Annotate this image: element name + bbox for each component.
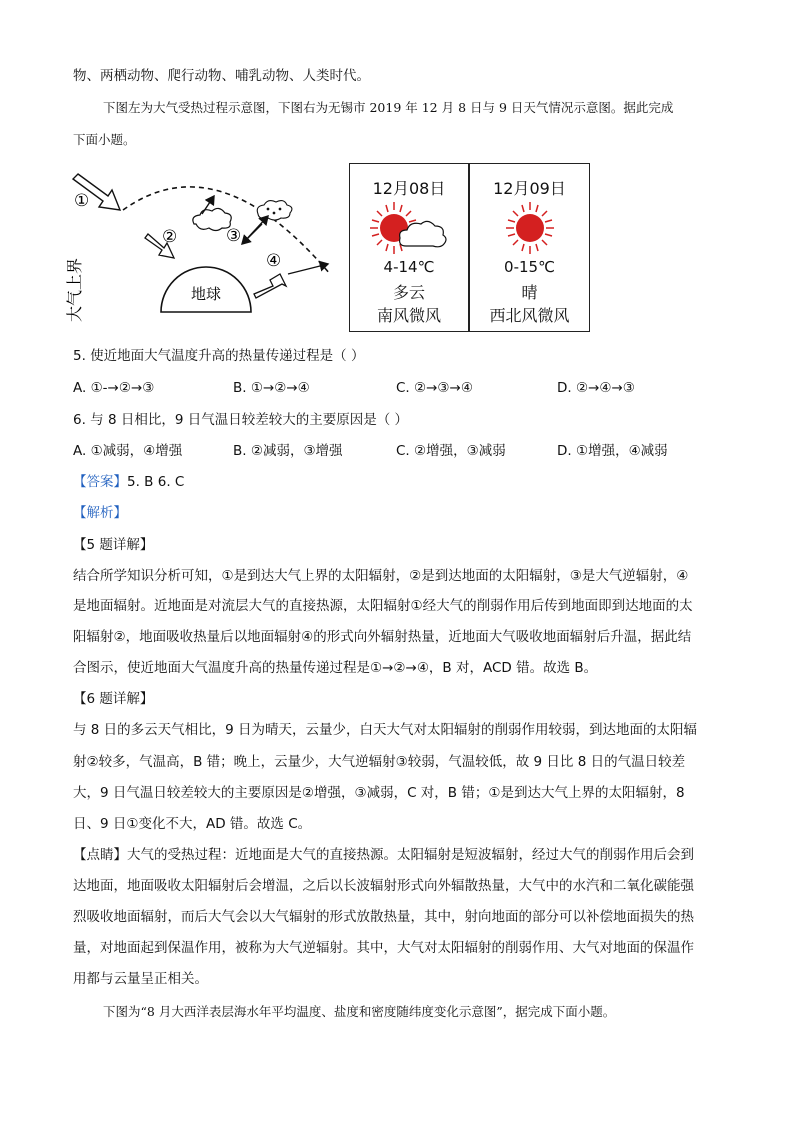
tip-tag: 【点睛】 <box>73 847 127 863</box>
answer-tag: 【答案】 <box>73 474 127 490</box>
q6-detail-heading: 【6 题详解】 <box>73 691 154 707</box>
weather-temp: 0-15℃ <box>504 258 555 276</box>
q6-option-d[interactable]: D. ①增强，④减弱 <box>557 443 668 459</box>
q5-detail-line: 阳辐射②，地面吸收热量后以地面辐射④的形式向外辐射热量，近地面大气吸收地面辐射后升温，据此结 <box>73 629 692 645</box>
q6-stem: 6. 与 8 日相比，9 日气温日较差较大的主要原因是（ ） <box>73 412 409 428</box>
tip-line: 量，对地面起到保温作用，被称为大气逆辐射。其中，大气对太阳辐射的削弱作用、大气对地面的保温作 <box>73 940 694 956</box>
q6-option-c[interactable]: C. ②增强，③减弱 <box>396 443 506 459</box>
weather-temp: 4-14℃ <box>383 258 435 276</box>
marker-3: ③ <box>226 226 242 246</box>
answer-line <box>73 472 184 492</box>
q6-detail-line: 与 8 日的多云天气相比，9 日为晴天，云量少，白天大气对太阳辐射的削弱作用较弱，到达地面的太阳辐 <box>73 722 698 738</box>
intro-tail: 物、两栖动物、爬行动物、哺乳动物、人类时代。 <box>73 68 370 84</box>
lead-line-2: 下面小题。 <box>73 132 136 147</box>
q5-option-c[interactable]: C. ②→③→④ <box>396 380 473 396</box>
q5-detail-heading: 【5 题详解】 <box>73 537 154 553</box>
weather-wind: 西北风微风 <box>489 306 570 325</box>
weather-date: 12月08日 <box>372 179 446 198</box>
q5-detail-line: 是地面辐射。近地面是对流层大气的直接热源，太阳辐射①经大气的削弱作用后传到地面即到达地面的太 <box>73 598 693 614</box>
sunny-icon <box>470 200 591 256</box>
marker-4: ④ <box>266 251 282 271</box>
answer-text: 5. B 6. C <box>127 474 185 490</box>
q5-stem: 5. 使近地面大气温度升高的热量传递过程是（ ） <box>73 348 365 364</box>
q5-detail-line: 结合所学知识分析可知，①是到达大气上界的太阳辐射，②是到达地面的太阳辐射，③是大气逆辐射，④ <box>73 568 689 584</box>
q6-option-b[interactable]: B. ②减弱，③增强 <box>233 443 343 459</box>
q6-detail-line: 大，9 日气温日较差较大的主要原因是②增强，③减弱，C 对，B 错；①是到达大气上界的太阳辐射，8 <box>73 785 685 801</box>
tip-line: 烈吸收地面辐射，而后大气会以大气辐射的形式放散热量，其中，射向地面的部分可以补偿地面损失的热 <box>73 909 694 925</box>
surface-radiation-arrow <box>254 274 286 298</box>
q6-option-a[interactable]: A. ①减弱，④增强 <box>73 443 183 459</box>
earth-label: 地球 <box>190 285 222 303</box>
q5-option-d[interactable]: D. ②→④→③ <box>557 380 635 396</box>
weather-wind: 南风微风 <box>376 306 441 325</box>
tip-first: 大气的受热过程：近地面是大气的直接热源。太阳辐射是短波辐射，经过大气的削弱作用后会到 <box>127 847 694 863</box>
marker-2: ② <box>162 227 178 247</box>
atmospheric-heating-diagram <box>65 162 368 332</box>
next-lead: 下图为“8 月大西洋表层海水年平均温度、盐度和密度随纬度变化示意图”，据完成下面小题。 <box>103 1004 616 1019</box>
tip-first-line <box>73 845 694 865</box>
q5-option-b[interactable]: B. ①→②→④ <box>233 380 310 396</box>
q5-detail-line: 合图示，使近地面大气温度升高的热量传递过程是①→②→④，B 对，ACD 错。故选 B。 <box>73 660 598 676</box>
atmosphere-label: 大气上界 <box>65 257 84 322</box>
analysis-tag: 【解析】 <box>73 505 127 521</box>
q5-option-a[interactable]: A. ①-→②→③ <box>73 380 155 396</box>
q6-detail-line: 日、9 日①变化不大，AD 错。故选 C。 <box>73 816 312 832</box>
dotted-cloud-icon <box>257 201 292 220</box>
weather-panel-day1 <box>349 163 469 332</box>
partly-cloudy-icon <box>350 200 470 256</box>
lead-line-1: 下图左为大气受热过程示意图，下图右为无锡市 2019 年 12 月 8 日与 9 日天气情况示意图。据此完成 <box>103 100 674 115</box>
tip-line: 达地面，地面吸收太阳辐射后会增温，之后以长波辐射形式向外辐散热量，大气中的水汽和二氧化碳能强 <box>73 878 694 894</box>
tip-line: 用都与云量呈正相关。 <box>73 971 208 987</box>
weather-condition: 晴 <box>521 283 538 302</box>
q6-detail-line: 射②较多，气温高，B 错；晚上，云量少，大气逆辐射③较弱，气温较低，故 9 日比 8 日的气温日较差 <box>73 754 686 770</box>
weather-condition: 多云 <box>392 283 425 302</box>
weather-date: 12月09日 <box>493 179 566 198</box>
weather-panel-day2 <box>469 163 590 332</box>
marker-1: ① <box>74 191 90 211</box>
